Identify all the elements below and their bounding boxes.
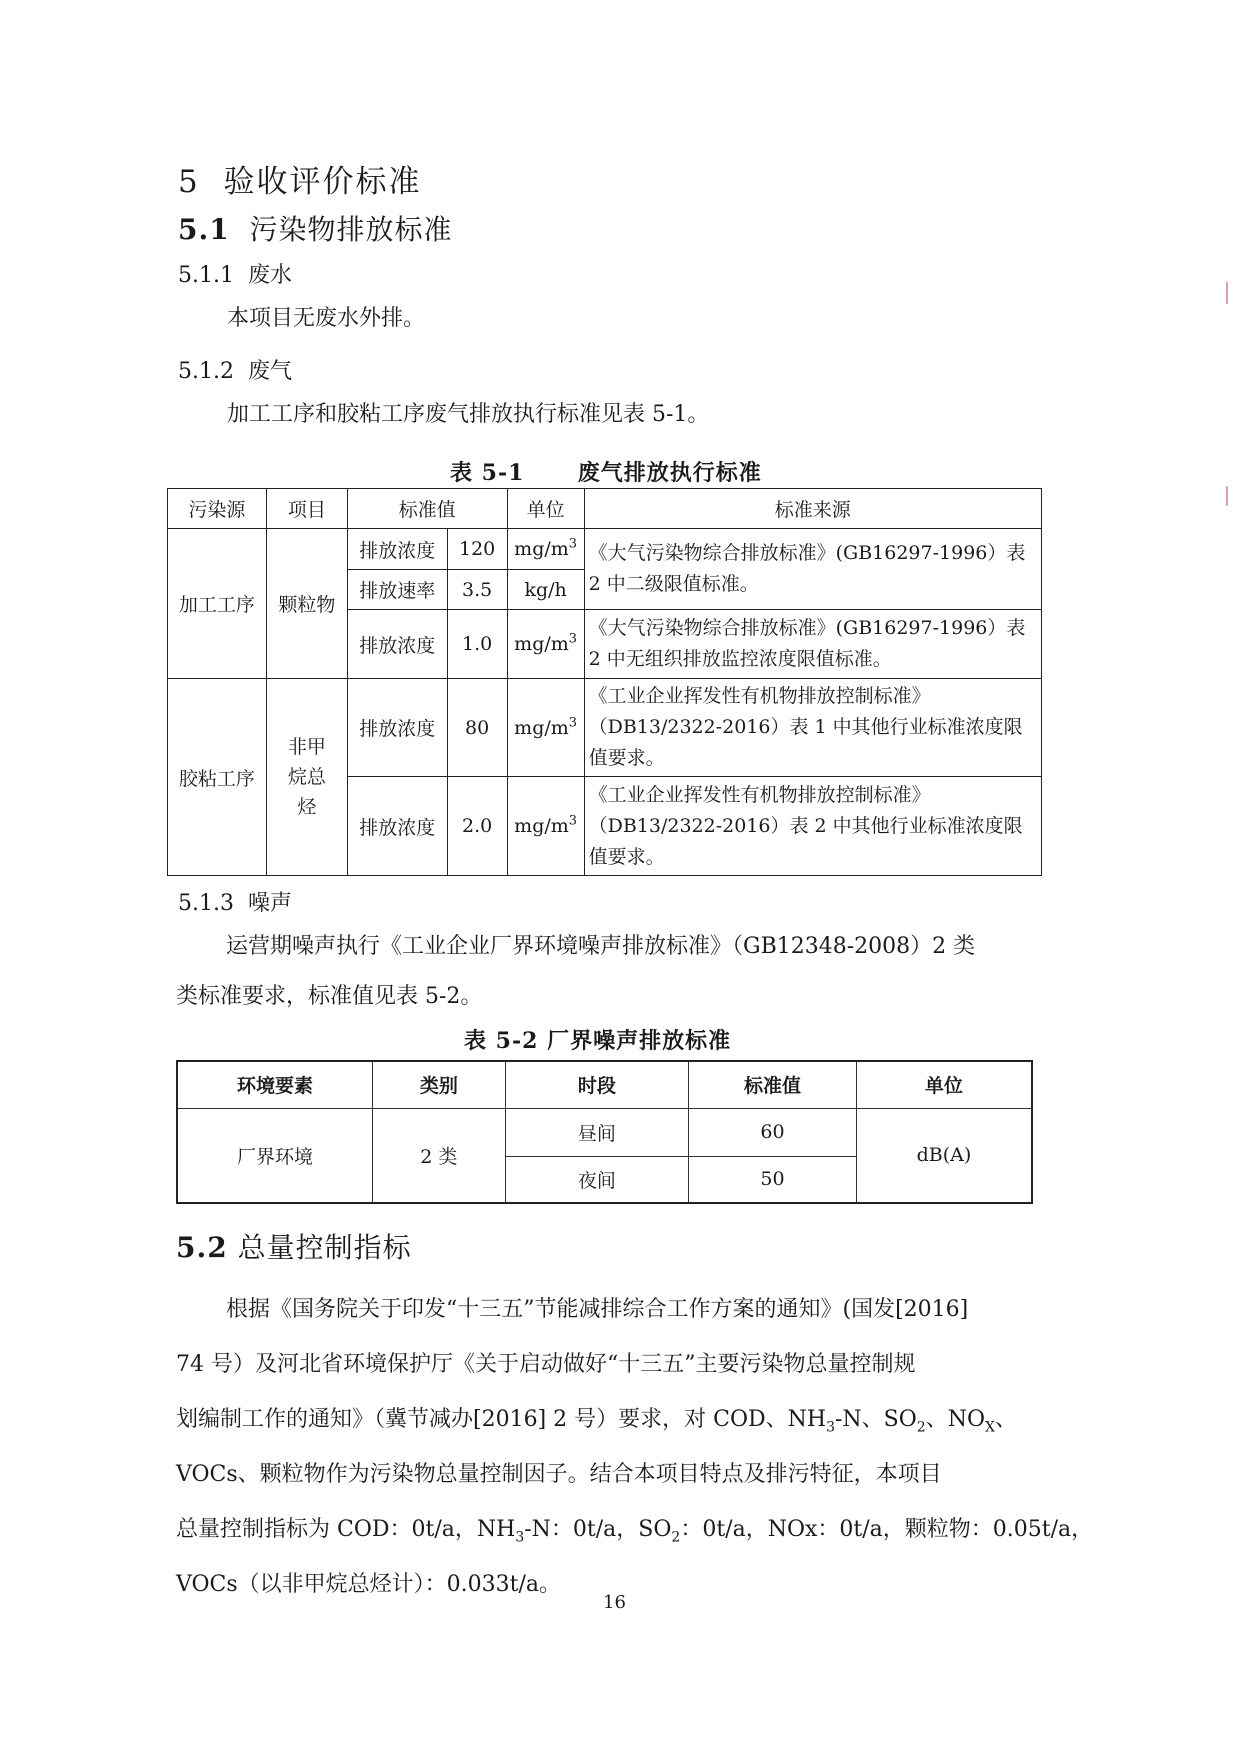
table-cell	[507, 777, 584, 876]
table-cell: 60	[689, 1108, 857, 1156]
table-row	[168, 679, 1042, 777]
subsubsection-number: 5.1.1	[178, 263, 234, 288]
subsection-number: 5.2	[176, 1231, 228, 1264]
text-run: -N：0t/a，SO	[524, 1517, 672, 1542]
table-cell: 2.0	[447, 777, 507, 876]
unit-text: mg/m	[514, 716, 569, 739]
subsection-title: 总量控制指标	[237, 1231, 412, 1264]
table-cell: 颗粒物	[266, 529, 347, 679]
subscript: 2	[671, 1529, 681, 1546]
table-cell: 排放浓度	[347, 777, 447, 876]
table-caption	[450, 456, 762, 487]
unit-text: mg/m	[514, 538, 569, 560]
table-row	[168, 529, 1042, 570]
table-cell: 排放浓度	[347, 529, 447, 570]
subscript: 3	[515, 1529, 525, 1546]
section-number: 5	[178, 164, 200, 200]
subsection-number: 5.1	[178, 213, 230, 246]
table-cell: dB(A)	[856, 1108, 1032, 1203]
table-header-row	[168, 489, 1042, 529]
page-number: 16	[603, 1592, 626, 1613]
header-cell: 时段	[505, 1061, 689, 1108]
table-cell: 80	[447, 679, 507, 777]
table-cell: 1.0	[447, 610, 507, 679]
header-cell: 类别	[373, 1061, 506, 1108]
text-run: 总量控制指标为 COD：0t/a，NH	[176, 1517, 516, 1542]
section-title: 验收评价标准	[223, 164, 422, 200]
table-caption: 表 5-2 厂界噪声排放标准	[464, 1028, 732, 1054]
subsubsection-heading	[178, 258, 292, 289]
table-cell: 厂界环境	[177, 1108, 373, 1203]
table-cell	[266, 679, 347, 876]
subscript: 3	[826, 1419, 835, 1436]
table-caption-number: 表 5-1	[450, 460, 525, 486]
subsubsection-heading	[178, 354, 292, 385]
table-cell: 50	[689, 1156, 857, 1203]
paragraph: 加工工序和胶粘工序废气排放执行标准见表 5-1。	[227, 402, 710, 427]
table-cell	[507, 529, 584, 570]
table-cell: 《大气污染物综合排放标准》(GB16297-1996）表 2 中无组织排放监控浓度限值标准。	[584, 610, 1041, 679]
noise-standard-table	[176, 1060, 1033, 1204]
unit-superscript: 3	[568, 813, 578, 829]
text-run: ：0t/a，NOx：0t/a，颗粒物：0.05t/a，	[680, 1517, 1094, 1542]
header-cell: 标准值	[689, 1061, 857, 1108]
subsection-title: 污染物排放标准	[249, 213, 453, 246]
table-cell: 《工业企业挥发性有机物排放控制标准》（DB13/2322-2016）表 1 中其他行业标准浓度限值要求。	[584, 679, 1041, 777]
table-cell: 排放速率	[347, 570, 447, 610]
table-cell: 2 类	[373, 1108, 506, 1203]
subsection-heading	[176, 1226, 412, 1266]
text-run: 、NO	[925, 1407, 986, 1432]
subsubsection-number: 5.1.2	[178, 359, 234, 384]
header-cell: 污染源	[168, 489, 267, 529]
paragraph-line: 运营期噪声执行《工业企业厂界环境噪声排放标准》（GB12348-2008）2 类	[226, 934, 976, 959]
unit-superscript: 3	[568, 631, 578, 647]
paragraph-line	[176, 1502, 1094, 1557]
section-heading	[178, 156, 421, 201]
scan-mark	[1222, 282, 1228, 304]
scan-mark	[1222, 486, 1228, 506]
paragraph-line: 74 号）及河北省环境保护厅《关于启动做好“十三五”主要污染物总量控制规	[176, 1352, 916, 1377]
table-caption-title: 废气排放执行标准	[577, 460, 762, 486]
paragraph-line: VOCs、颗粒物作为污染物总量控制因子。结合本项目特点及排污特征，本项目	[176, 1462, 942, 1487]
subsubsection-title: 废气	[247, 359, 292, 384]
table-cell: 昼间	[505, 1108, 689, 1156]
subscript: 2	[916, 1419, 926, 1436]
text-run: 划编制工作的通知》（冀节减办[2016] 2 号）要求，对 COD、NH	[176, 1407, 827, 1432]
paragraph-line: 根据《国务院关于印发“十三五”节能减排综合工作方案的通知》(国发[2016]	[226, 1297, 969, 1322]
table-cell: 夜间	[505, 1156, 689, 1203]
item-text: 非甲烷总烃	[287, 736, 326, 818]
paragraph-line: VOCs（以非甲烷总烃计）：0.033t/a。	[176, 1572, 562, 1597]
unit-text: mg/m	[514, 815, 569, 837]
subsubsection-title: 废水	[247, 263, 292, 288]
paragraph-line: 类标准要求，标准值见表 5-2。	[176, 984, 483, 1009]
table-row	[177, 1108, 1032, 1156]
paragraph	[176, 922, 1034, 1022]
unit-superscript: 3	[568, 536, 578, 552]
header-cell: 环境要素	[177, 1061, 373, 1108]
table-cell: 加工工序	[168, 529, 267, 679]
table-cell	[507, 610, 584, 679]
unit-text: mg/m	[514, 633, 569, 655]
header-cell: 标准值	[347, 489, 507, 529]
table-cell: 《工业企业挥发性有机物排放控制标准》（DB13/2322-2016）表 2 中其他行业标准浓度限值要求。	[584, 777, 1041, 876]
subsubsection-number: 5.1.3	[178, 891, 234, 916]
paragraph: 本项目无废水外排。	[227, 306, 426, 331]
text-run: -N、SO	[835, 1407, 917, 1432]
table-cell: 排放浓度	[347, 679, 447, 777]
text-run: 、	[994, 1407, 1017, 1432]
table-cell: kg/h	[507, 570, 584, 610]
header-cell: 单位	[507, 489, 584, 529]
subsubsection-title: 噪声	[247, 891, 292, 916]
subsection-heading	[178, 208, 453, 248]
paragraph-line	[176, 1392, 1034, 1447]
table-cell: 胶粘工序	[168, 679, 267, 876]
table-cell: 《大气污染物综合排放标准》(GB16297-1996）表 2 中二级限值标准。	[584, 529, 1041, 610]
table-cell: 120	[447, 529, 507, 570]
paragraph	[176, 1282, 1094, 1612]
subscript: X	[985, 1419, 995, 1436]
table-cell: 3.5	[447, 570, 507, 610]
emission-standard-table	[167, 488, 1042, 876]
header-cell: 单位	[856, 1061, 1032, 1108]
table-cell	[507, 679, 584, 777]
unit-superscript: 3	[568, 715, 578, 731]
header-cell: 项目	[266, 489, 347, 529]
subsubsection-heading	[178, 886, 292, 917]
table-header-row	[177, 1061, 1032, 1108]
table-cell: 排放浓度	[347, 610, 447, 679]
header-cell: 标准来源	[584, 489, 1041, 529]
